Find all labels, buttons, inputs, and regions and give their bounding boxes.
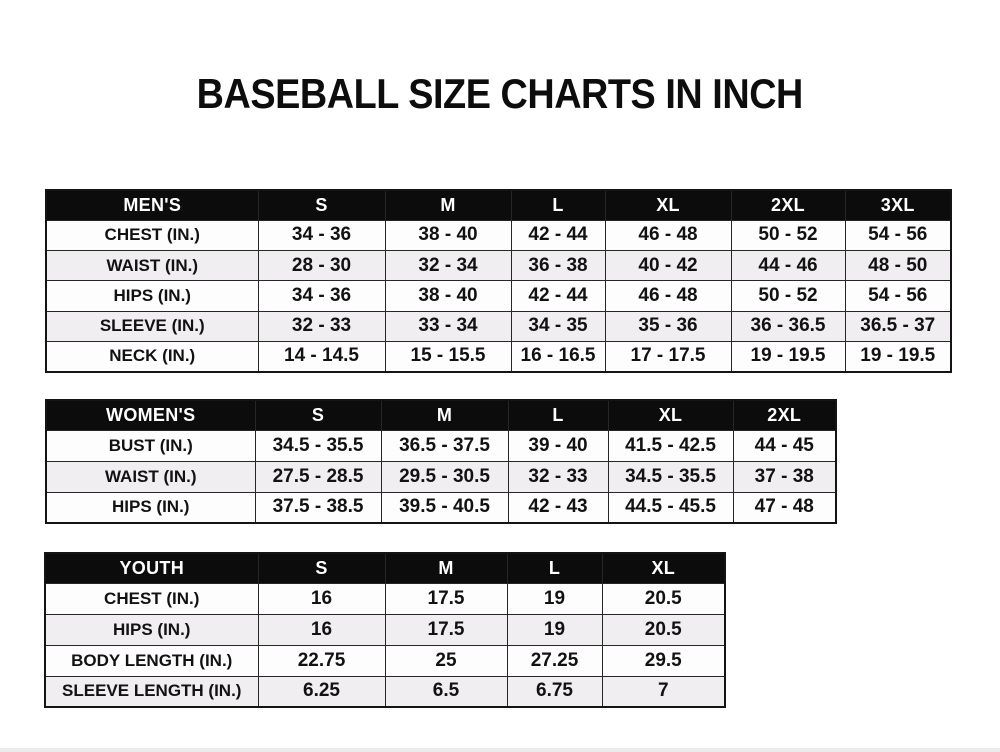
size-value-cell: 34.5 - 35.5 — [255, 431, 381, 462]
size-value-cell: 36 - 38 — [511, 251, 605, 281]
size-value-cell: 20.5 — [602, 584, 725, 615]
size-value-cell: 14 - 14.5 — [258, 341, 385, 371]
size-value-cell: 54 - 56 — [845, 281, 951, 311]
size-value-cell: 6.75 — [507, 676, 602, 707]
table-row — [46, 341, 951, 371]
size-value-cell: 47 - 48 — [733, 492, 836, 523]
row-label-cell: HIPS (IN.) — [45, 615, 258, 646]
size-value-cell: 15 - 15.5 — [385, 341, 511, 371]
size-value-cell: 50 - 52 — [731, 281, 845, 311]
size-value-cell: 19 - 19.5 — [731, 341, 845, 371]
size-value-cell: 27.25 — [507, 645, 602, 676]
size-value-cell: 34 - 36 — [258, 281, 385, 311]
mens-size-header-l: L — [511, 190, 605, 220]
table-row — [46, 461, 836, 492]
table-row — [46, 251, 951, 281]
size-value-cell: 38 - 40 — [385, 220, 511, 250]
size-value-cell: 17 - 17.5 — [605, 341, 731, 371]
row-label-cell: WAIST (IN.) — [46, 251, 258, 281]
womens-size-header-xl: XL — [608, 400, 733, 431]
size-value-cell: 7 — [602, 676, 725, 707]
size-value-cell: 16 — [258, 584, 385, 615]
size-value-cell: 32 - 33 — [508, 461, 608, 492]
table-row — [46, 281, 951, 311]
size-value-cell: 19 — [507, 584, 602, 615]
size-value-cell: 6.25 — [258, 676, 385, 707]
size-value-cell: 42 - 44 — [511, 220, 605, 250]
mens-size-header-2xl: 2XL — [731, 190, 845, 220]
table-row — [45, 645, 725, 676]
table-row — [46, 431, 836, 462]
size-value-cell: 48 - 50 — [845, 251, 951, 281]
table-row — [45, 676, 725, 707]
page-title-text: BASEBALL SIZE CHARTS IN INCH — [196, 70, 804, 117]
size-value-cell: 33 - 34 — [385, 311, 511, 341]
row-label-cell: NECK (IN.) — [46, 341, 258, 371]
size-value-cell: 39.5 - 40.5 — [381, 492, 508, 523]
mens-table-title: MEN'S — [46, 190, 258, 220]
size-value-cell: 16 - 16.5 — [511, 341, 605, 371]
mens-size-header-m: M — [385, 190, 511, 220]
table-row — [46, 492, 836, 523]
size-value-cell: 50 - 52 — [731, 220, 845, 250]
size-value-cell: 42 - 43 — [508, 492, 608, 523]
size-value-cell: 41.5 - 42.5 — [608, 431, 733, 462]
womens-size-header-s: S — [255, 400, 381, 431]
row-label-cell: BUST (IN.) — [46, 431, 255, 462]
table-row — [45, 615, 725, 646]
row-label-cell: WAIST (IN.) — [46, 461, 255, 492]
size-value-cell: 34 - 36 — [258, 220, 385, 250]
bottom-edge-artifact — [0, 748, 1000, 752]
mens-size-table — [45, 189, 952, 373]
row-label-cell: SLEEVE LENGTH (IN.) — [45, 676, 258, 707]
womens-size-header-l: L — [508, 400, 608, 431]
size-value-cell: 32 - 33 — [258, 311, 385, 341]
size-value-cell: 6.5 — [385, 676, 507, 707]
row-label-cell: CHEST (IN.) — [45, 584, 258, 615]
womens-size-header-2xl: 2XL — [733, 400, 836, 431]
size-value-cell: 44 - 45 — [733, 431, 836, 462]
size-value-cell: 35 - 36 — [605, 311, 731, 341]
size-value-cell: 34.5 - 35.5 — [608, 461, 733, 492]
size-value-cell: 44.5 - 45.5 — [608, 492, 733, 523]
size-value-cell: 37 - 38 — [733, 461, 836, 492]
row-label-cell: SLEEVE (IN.) — [46, 311, 258, 341]
womens-size-header-m: M — [381, 400, 508, 431]
size-value-cell: 44 - 46 — [731, 251, 845, 281]
womens-table-title: WOMEN'S — [46, 400, 255, 431]
size-value-cell: 36.5 - 37.5 — [381, 431, 508, 462]
size-value-cell: 29.5 — [602, 645, 725, 676]
size-value-cell: 19 — [507, 615, 602, 646]
mens-size-header-s: S — [258, 190, 385, 220]
size-value-cell: 39 - 40 — [508, 431, 608, 462]
womens-size-table — [45, 399, 837, 524]
size-value-cell: 32 - 34 — [385, 251, 511, 281]
size-value-cell: 16 — [258, 615, 385, 646]
size-value-cell: 37.5 - 38.5 — [255, 492, 381, 523]
size-value-cell: 40 - 42 — [605, 251, 731, 281]
youth-size-header-xl: XL — [602, 553, 725, 584]
youth-size-header-m: M — [385, 553, 507, 584]
row-label-cell: BODY LENGTH (IN.) — [45, 645, 258, 676]
size-value-cell: 36 - 36.5 — [731, 311, 845, 341]
size-value-cell: 17.5 — [385, 615, 507, 646]
row-label-cell: HIPS (IN.) — [46, 281, 258, 311]
page-title — [0, 70, 1000, 117]
size-value-cell: 46 - 48 — [605, 220, 731, 250]
youth-size-header-s: S — [258, 553, 385, 584]
mens-size-header-xl: XL — [605, 190, 731, 220]
size-value-cell: 22.75 — [258, 645, 385, 676]
size-value-cell: 25 — [385, 645, 507, 676]
size-value-cell: 46 - 48 — [605, 281, 731, 311]
mens-size-header-3xl: 3XL — [845, 190, 951, 220]
size-value-cell: 17.5 — [385, 584, 507, 615]
youth-size-header-l: L — [507, 553, 602, 584]
youth-table-title: YOUTH — [45, 553, 258, 584]
size-value-cell: 34 - 35 — [511, 311, 605, 341]
size-value-cell: 20.5 — [602, 615, 725, 646]
youth-size-table — [44, 552, 726, 708]
size-value-cell: 42 - 44 — [511, 281, 605, 311]
table-row — [45, 584, 725, 615]
table-row — [46, 311, 951, 341]
size-value-cell: 38 - 40 — [385, 281, 511, 311]
size-value-cell: 19 - 19.5 — [845, 341, 951, 371]
size-value-cell: 27.5 - 28.5 — [255, 461, 381, 492]
size-value-cell: 54 - 56 — [845, 220, 951, 250]
row-label-cell: CHEST (IN.) — [46, 220, 258, 250]
size-value-cell: 36.5 - 37 — [845, 311, 951, 341]
table-row — [46, 220, 951, 250]
row-label-cell: HIPS (IN.) — [46, 492, 255, 523]
size-value-cell: 29.5 - 30.5 — [381, 461, 508, 492]
size-value-cell: 28 - 30 — [258, 251, 385, 281]
